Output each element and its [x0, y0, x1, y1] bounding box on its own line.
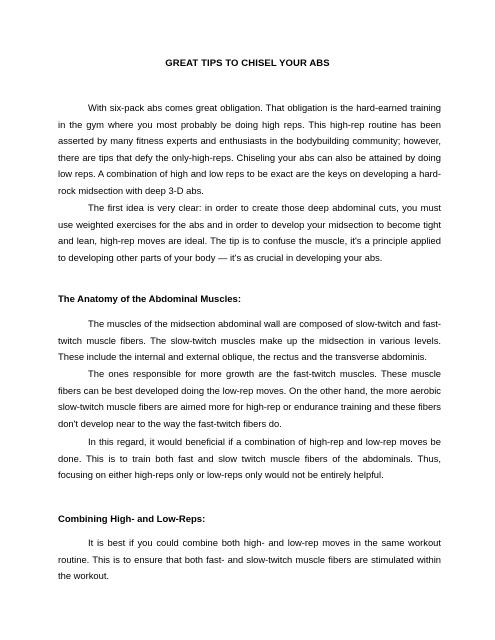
- intro-paragraph-1: With six-pack abs comes great obligation. That obligation is the hard-earned training in the gym where you most probably be doing high reps. This high-rep routine has been asserted by many fitness experts and enthusiasts in the bodybuilding community; however, there are tips that defy the only-high-reps. Chiseling your abs can also be attained by doing low reps. A combination of high and low reps to be exact are the keys on developing a hard-rock midsection with deep 3-D abs.: [58, 102, 441, 196]
- document-title: GREAT TIPS TO CHISEL YOUR ABS: [165, 58, 330, 69]
- section-heading-anatomy: The Anatomy of the Abdominal Muscles:: [58, 294, 241, 305]
- intro-paragraph-2: The first idea is very clear: in order to create those deep abdominal cuts, you must use weighted exercises for the abs and in order to develop your midsection to become tight and lean, high-rep moves are ideal. The tip is to confuse the muscle, it's a principle applied to developing other parts of your body — it's as crucial in developing your abs.: [58, 202, 441, 263]
- anatomy-paragraph-3: In this regard, it would beneficial if a combination of high-rep and low-rep moves be done. This is to train both fast and slow twitch muscle fibers of the abdominals. Thus, focusing on either high-reps only or low-reps only would not be entirely helpful.: [58, 436, 441, 481]
- anatomy-paragraph-1: The muscles of the midsection abdominal wall are composed of slow-twitch and fast-twitch muscle fibers. The slow-twitch muscles make up the midsection in various levels. These include the internal and external oblique, the rectus and the transverse abdominis.: [58, 318, 441, 363]
- anatomy-paragraph-2: The ones responsible for more growth are the fast-twitch muscles. These muscle fibers can be best developed doing the low-rep moves. On the other hand, the more aerobic slow-twitch muscle fibers are aimed more for high-rep or endurance training and these fibers don't develop near to the way the fast-twitch fibers do.: [58, 368, 441, 429]
- combining-paragraph-1: It is best if you could combine both high- and low-rep moves in the same workout routine. This is to ensure that both fast- and slow-twitch muscle fibers are stimulated within the workout.: [58, 537, 441, 582]
- section-heading-combining: Combining High- and Low-Reps:: [58, 514, 206, 525]
